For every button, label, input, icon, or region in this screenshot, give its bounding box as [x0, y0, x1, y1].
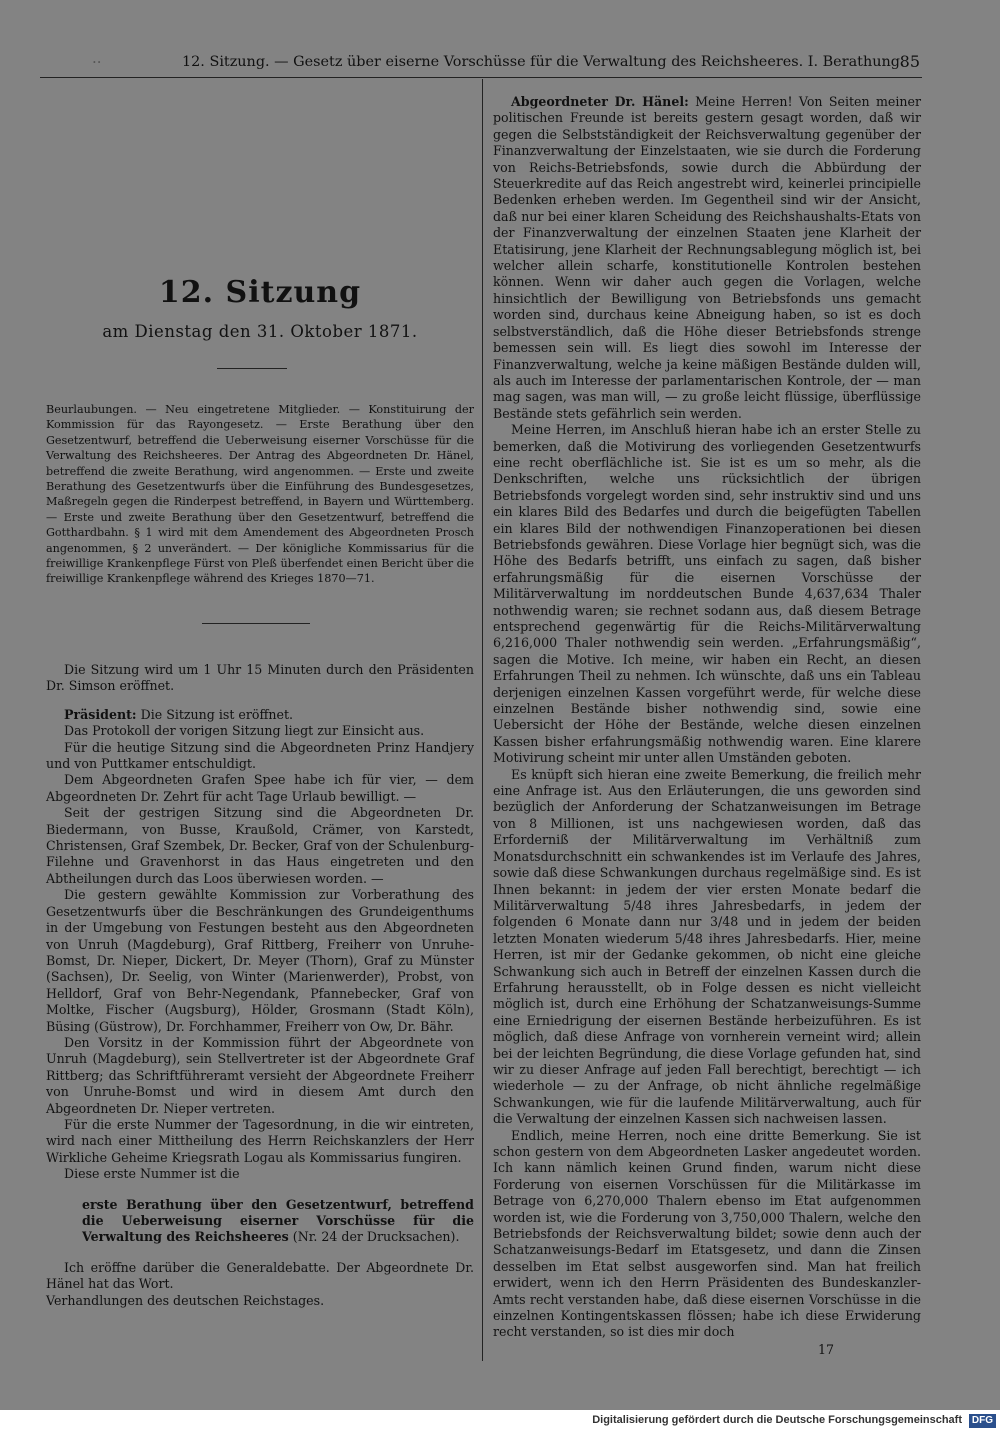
dfg-credit-text: Digitalisierung gefördert durch die Deutsche Forschungsgemeinschaft — [592, 1414, 962, 1426]
opening-paragraph: Die Sitzung wird um 1 Uhr 15 Minuten durch den Präsidenten Dr. Simson eröffnet. — [46, 662, 474, 694]
paragraph: Es knüpft sich hieran eine zweite Bemerkung, die freilich mehr eine Anfrage ist. Aus den Erläuterungen, die uns geworden sind bezüglich der Anforderung der Schatzanweisungen im Betrage von 8 Millionen, ist uns nachgewiesen worden, daß das Erforderniß der Militärverwaltung im Verhältniß zum Monatsdurchschnitt ein schwankendes ist im Verlaufe des Jahres, sowie daß diese Schwankungen durchaus regelmäßige sind. Es ist Ihnen bekannt: in jedem der vier ersten Monate bedarf die Militärverwaltung 5/48 ihres Jahresbedarfs, in jedem der folgenden 6 Monate dann nur 3/48 und in jedem der beiden letzten Monaten wiederum 5/48 ihres Jahresbedarfs. Hier, meine Herren, ist mir der Gedanke gekommen, ob nicht eine gleiche Schwankung sich auch in Betreff der einzelnen Kassen durch die Erfahrung herausstellt, ob in Folge dessen es nicht vielleicht möglich ist, durch eine Erhöhung der Schatzanweisungs-Summe eine Erniedrigung der eisernen Bestände herbeizuführen. Es ist möglich, daß diese Anfrage von vornherein verneint wird; allein bei der leichten Begründung, die diese Vorlage gefunden hat, sind wir zu dieser Anfrage auf jeden Fall berechtigt, berechtigt — ich wiederhole — zu der Anfrage, ob nicht ähnliche regelmäßige Schwankungen, wie für die laufende Militärverwaltung, auch für die Verwaltung der einzelnen Kassen sich nachweisen lassen. — [493, 766, 921, 1127]
paragraph: Diese erste Nummer ist die — [64, 1166, 240, 1182]
page-number: 85 — [899, 52, 920, 71]
page-header — [40, 52, 920, 74]
title-rule — [217, 368, 287, 369]
left-column-body — [46, 662, 474, 1309]
paragraph: Endlich, meine Herren, noch eine dritte Bemerkung. Sie ist schon gestern von dem Abgeordneten Lasker angedeutet worden. Ich kann nämlich keinen Grund finden, warum nicht diese Forderung von eisernen Vorschüssen für die Militärkasse im Betrage von 6,270,000 Thalern ebenso im Etat aufgenommen worden ist, wie die Forderung von 3,750,000 Thalern, welche den Betriebsfonds der Reichsverwaltung bildet; sowie denn auch der Schatzanweisungs-Bedarf im Etatsgesetz, und dann die Zinsen desselben im Etat selbst ausgeworfen sind. Man hat freilich erwidert, wenn ich den Herrn Präsidenten des Bundeskanzler-Amts recht verstanden habe, daß diese eisernen Vorschüsse in die einzelnen Kontingentskassen flössen; habe ich diese Erwiderung recht verstanden, so ist dies mir doch — [493, 1127, 921, 1340]
paragraph: Für die heutige Sitzung sind die Abgeordneten Prinz Handjery und von Puttkamer entschuldigt. — [46, 739, 474, 772]
session-title: 12. Sitzung — [158, 275, 362, 310]
agenda-title: erste Berathung über den Gesetzentwurf, betreffend die Ueberweisung eiserner Vorschüsse für die Verwaltung des Reichsheeres — [82, 1196, 474, 1245]
agenda-item — [82, 1197, 474, 1246]
agenda-reference: (Nr. 24 der Drucksachen). — [292, 1229, 460, 1245]
paragraph: Das Protokoll der vorigen Sitzung liegt zur Einsicht aus. — [64, 723, 425, 739]
right-column-body — [493, 94, 921, 1341]
dfg-logo: DFG — [969, 1414, 996, 1428]
running-title: 12. Sitzung. — Gesetz über eiserne Vorschüsse für die Verwaltung des Reichsheeres. I. Berathung. — [182, 54, 905, 70]
speech-paragraph — [493, 94, 921, 422]
speaker-label: Abgeordneter Dr. Hänel: — [511, 94, 689, 109]
publication-footer: Verhandlungen des deutschen Reichstages. — [46, 1292, 325, 1308]
speech-text: Meine Herren! Von Seiten meiner politischen Freunde ist bereits gestern gesagt worden, daß wir gegen die Selbstständigkeit der Reichsverwaltung gegenüber der Finanzverwaltung der Einzelstaaten, wie sie durch die Forderung von Reichs-Betriebsfonds, sowie durch die Abbürdung der Steuerkredite auf das Reich angestrebt wird, keinerlei principielle Bedenken erheben werden. Im Gegentheil sind wir der Ansicht, daß nur bei einer klaren Scheidung des Reichshaushalts-Etats von der Finanzverwaltung der einzelnen Staaten jene Klarheit der Etatisirung, jene Klarheit der Rechnungsablegung möglich ist, bei welcher allein scharfe, konstitutionelle Kontrolen bestehen können. Wenn wir daher auch gegen die Vorlagen, welche hinsichtlich der Bewilligung von Betriebsfonds uns gemacht worden sind, durchaus keine Abneigung haben, so ist es doch selbstverständlich, daß die Höhe dieser Betriebsfonds strenge bemessen sein will. Es liegt dies sowohl im Interesse der Finanzverwaltung, welche ja keine mäßigen Bestände dulden will, als auch im Interesse der parlamentarischen Kontrole, der — man mag sagen, was man will, — zu große leicht flüssige, überflüssige Bestände stets gefährlich sein werden. — [493, 94, 921, 421]
paragraph: Seit der gestrigen Sitzung sind die Abgeordneten Dr. Biedermann, von Busse, Kraußold, Crämer, von Karstedt, Christensen, Graf Szembek, Dr. Becker, Graf von der Schulenburg-Filehne und Gravenhorst in das Haus eingetreten und den Abtheilungen durch das Loos überwiesen worden. — — [46, 805, 474, 886]
paragraph: Die gestern gewählte Kommission zur Vorberathung des Gesetzentwurfs über die Beschränkungen des Grundeigenthums in der Umgebung von Festungen besteht aus den Abgeordneten von Unruh (Magdeburg), Graf Rittberg, Freiherr von Unruhe-Bomst, Dr. Nieper, Dickert, Dr. Meyer (Thorn), Graf zu Münster (Sachsen), Dr. Seelig, von Winter (Marienwerder), Probst, von Helldorf, Graf von Behr-Negendank, Pfannebecker, Graf von Moltke, Fischer (Augsburg), Hölder, Grosmann (Stadt Köln), Büsing (Güstrow), Dr. Forchhammer, Freiherr von Ow, Dr. Bähr. — [46, 887, 474, 1034]
margin-mark: ·· — [92, 53, 102, 71]
column-divider — [482, 79, 483, 1361]
signature-mark: 17 — [818, 1342, 835, 1357]
paragraph: Meine Herren, im Anschluß hieran habe ich an erster Stelle zu bemerken, daß die Motivirung des vorliegenden Gesetzentwurfs eine recht oberflächliche ist. Sie ist es um so mehr, als die Denkschriften, welche uns rücksichtlich der übrigen Betriebsfonds vorgelegt worden sind, sehr instruktiv sind und uns ein klares Bild des Bedarfes und durch die beigefügten Tabellen ein klares Bild der nothwendigen Finanzoperationen bei diesen Betriebsfonds gewähren. Diese Vorlage hier begnügt sich, was die Höhe des Bedarfs betrifft, uns einfach zu sagen, daß bisher erfahrungsmäßig für die eisernen Vorschüsse der Militärverwaltung im norddeutschen Bunde 4,637,634 Thaler nothwendig waren; sie rechnet sodann aus, daß diesem Betrage entsprechend gegenwärtig für die Reichs-Militärverwaltung 6,216,000 Thaler nothwendig sein werden. „Erfahrungsmäßig“, sagen die Motive. Ich meine, wir haben ein Recht, an diesen Erfahrungen Theil zu nehmen. Ich wünschte, daß uns ein Tableau derjenigen einzelnen Kassen vorgeführt werde, für welche diese einzelnen Bestände bisher nothwendig sind, sowie eine Uebersicht der Höhe der Bestände, welche diesen einzelnen Kassen bisher erfahrungsmäßig nothwendig waren. Eine klarere Motivirung scheint mir unter allen Umständen geboten. — [493, 422, 921, 766]
session-summary: Beurlaubungen. — Neu eingetretene Mitglieder. — Konstituirung der Kommission für das Rayongesetz. — Erste Berathung über den Gesetzentwurf, betreffend die Ueberweisung eiserner Vorschüsse für die Verwaltung des Reichsheeres. Der Antrag des Abgeordneten Dr. Hänel, betreffend die zweite Berathung, wird angenommen. — Erste und zweite Berathung des Gesetzentwurfs über die Einführung des Bundesgesetzes, Maßregeln gegen die Rinderpest betreffend, in Bayern und Württemberg. — Erste und zweite Berathung über den Gesetzentwurf, betreffend die Gotthardbahn. § 1 wird mit dem Amendement des Abgeordneten Prosch angenommen, § 2 unverändert. — Der königliche Kommissarius für die freiwillige Krankenpflege Fürst von Pleß überfendet einen Bericht über die freiwillige Krankenpflege während des Krieges 1870—71. — [46, 403, 474, 586]
dfg-footer-bar — [0, 1410, 1000, 1432]
president-paragraph — [46, 707, 474, 723]
session-date: am Dienstag den 31. Oktober 1871. — [102, 322, 418, 341]
spacer — [46, 695, 474, 707]
paragraph: Für die erste Nummer der Tagesordnung, in die wir eintreten, wird nach einer Mittheilung des Herrn Reichskanzlers der Herr Wirkliche Geheime Kriegsrath Logau als Kommissarius fungiren. — [46, 1116, 474, 1165]
president-text: Die Sitzung ist eröffnet. — [140, 706, 294, 722]
paragraph: Dem Abgeordneten Grafen Spee habe ich für vier, — dem Abgeordneten Dr. Zehrt für acht Tage Urlaub bewilligt. — — [46, 772, 474, 804]
paragraph: Ich eröffne darüber die Generaldebatte. Der Abgeordnete Dr. Hänel hat das Wort. — [46, 1259, 474, 1292]
president-label: Präsident: — [64, 706, 137, 722]
paragraph: Den Vorsitz in der Kommission führt der Abgeordnete von Unruh (Magdeburg), sein Stellvertreter ist der Abgeordnete Graf Rittberg; das Schriftführeramt versieht der Abgeordnete Freiherr von Unruhe-Bomst und wird in diesem Amt durch den Abgeordneten Dr. Nieper vertreten. — [46, 1034, 474, 1116]
header-rule — [40, 77, 922, 78]
summary-rule — [202, 623, 310, 624]
